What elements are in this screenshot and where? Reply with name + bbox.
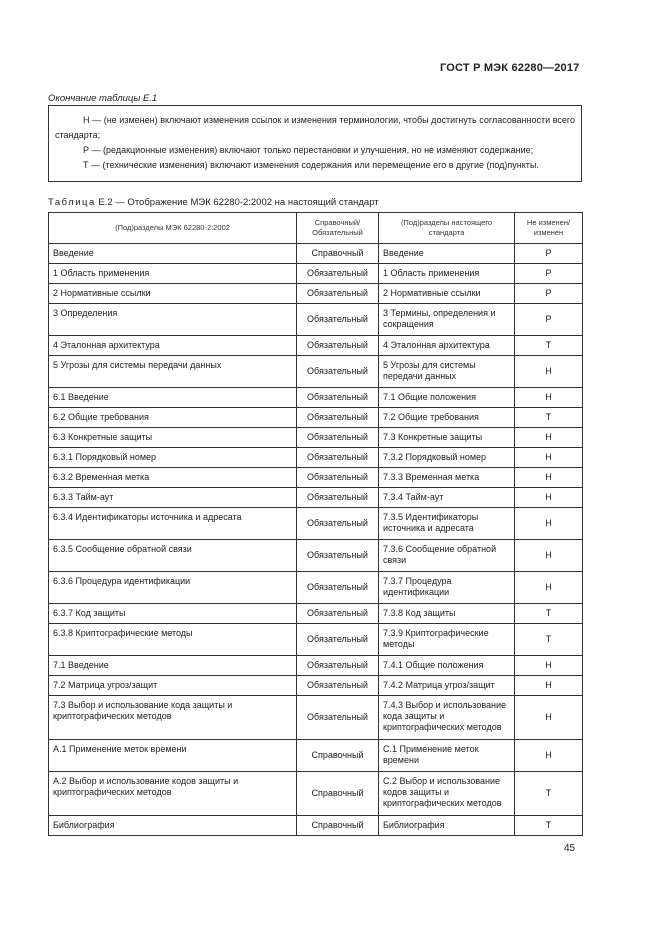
change-code-cell: Н <box>515 696 583 740</box>
status-cell: Обязательный <box>297 468 379 488</box>
source-section-cell: 6.3.6 Процедура идентификации <box>49 572 297 604</box>
status-cell: Обязательный <box>297 572 379 604</box>
change-code-cell: Т <box>515 624 583 656</box>
notes-box <box>48 105 582 182</box>
change-code-cell: Т <box>515 772 583 816</box>
change-code-cell: Н <box>515 676 583 696</box>
change-code-cell: Н <box>515 428 583 448</box>
target-section-cell: 7.4.3 Выбор и использование кода защиты и криптографических методов <box>379 696 515 740</box>
column-header: (Под)разделы МЭК 62280-2:2002 <box>49 213 297 244</box>
status-cell: Обязательный <box>297 448 379 468</box>
target-section-cell: 7.3.6 Сообщение обратной связи <box>379 540 515 572</box>
table-title-prefix: Таблица <box>48 197 96 208</box>
table-row <box>49 284 583 304</box>
source-section-cell: 7.1 Введение <box>49 656 297 676</box>
source-section-cell: 5 Угрозы для системы передачи данных <box>49 356 297 388</box>
source-section-cell: 6.3.8 Криптографические методы <box>49 624 297 656</box>
status-cell: Справочный <box>297 740 379 772</box>
table-row <box>49 540 583 572</box>
source-section-cell: 1 Область применения <box>49 264 297 284</box>
change-code-cell: Н <box>515 572 583 604</box>
change-code-cell: Р <box>515 304 583 336</box>
table-row <box>49 696 583 740</box>
change-code-cell: Н <box>515 508 583 540</box>
change-code-cell: Р <box>515 284 583 304</box>
column-header: (Под)разделы настоящего стандарта <box>379 213 515 244</box>
table-header-row <box>49 213 583 244</box>
source-section-cell: 6.3.1 Порядковый номер <box>49 448 297 468</box>
table-row <box>49 656 583 676</box>
source-section-cell: 6.2 Общие требования <box>49 408 297 428</box>
target-section-cell: 7.3.8 Код защиты <box>379 604 515 624</box>
table-row <box>49 428 583 448</box>
table-row <box>49 816 583 836</box>
table-title-text: Е.2 — Отображение МЭК 62280-2:2002 на настоящий стандарт <box>95 197 379 208</box>
continuation-title: Окончание таблицы Е.1 <box>48 93 158 104</box>
status-cell: Справочный <box>297 816 379 836</box>
source-section-cell: 6.3.5 Сообщение обратной связи <box>49 540 297 572</box>
target-section-cell: 3 Термины, определения и сокращения <box>379 304 515 336</box>
target-section-cell: Библиография <box>379 816 515 836</box>
status-cell: Обязательный <box>297 604 379 624</box>
source-section-cell: 6.3.3 Тайм-аут <box>49 488 297 508</box>
source-section-cell: 3 Определения <box>49 304 297 336</box>
status-cell: Обязательный <box>297 540 379 572</box>
target-section-cell: С.1 Применение меток времени <box>379 740 515 772</box>
table-row <box>49 264 583 284</box>
table-row <box>49 676 583 696</box>
status-cell: Обязательный <box>297 408 379 428</box>
target-section-cell: 7.2 Общие требования <box>379 408 515 428</box>
source-section-cell: 6.3.7 Код защиты <box>49 604 297 624</box>
status-cell: Обязательный <box>297 264 379 284</box>
target-section-cell: 5 Угрозы для системы передачи данных <box>379 356 515 388</box>
target-section-cell: 7.3.4 Тайм-аут <box>379 488 515 508</box>
status-cell: Обязательный <box>297 356 379 388</box>
target-section-cell: Введение <box>379 244 515 264</box>
table-row <box>49 508 583 540</box>
status-cell: Обязательный <box>297 676 379 696</box>
table-row <box>49 624 583 656</box>
target-section-cell: 7.4.2 Матрица угроз/защит <box>379 676 515 696</box>
note-item: Т — (технические изменения) включают изменения содержания или перемещение его в другие (под)пункты. <box>83 160 539 170</box>
table-body <box>49 244 583 836</box>
source-section-cell: 6.3.4 Идентификаторы источника и адресата <box>49 508 297 540</box>
source-section-cell: А.2 Выбор и использование кодов защиты и криптографических методов <box>49 772 297 816</box>
target-section-cell: 7.1 Общие положения <box>379 388 515 408</box>
table-row <box>49 244 583 264</box>
source-section-cell: 2 Нормативные ссылки <box>49 284 297 304</box>
source-section-cell: Библиография <box>49 816 297 836</box>
target-section-cell: 7.3.9 Криптографические методы <box>379 624 515 656</box>
mapping-table <box>48 212 583 836</box>
change-code-cell: Н <box>515 356 583 388</box>
change-code-cell: Н <box>515 540 583 572</box>
source-section-cell: 6.1 Введение <box>49 388 297 408</box>
target-section-cell: 1 Область применения <box>379 264 515 284</box>
table-row <box>49 572 583 604</box>
status-cell: Обязательный <box>297 696 379 740</box>
status-cell: Справочный <box>297 772 379 816</box>
change-code-cell: Р <box>515 264 583 284</box>
status-cell: Справочный <box>297 244 379 264</box>
note-item: Н — (не изменен) включают изменения ссылок и изменения терминологии, чтобы достигнуть согласованности всего стандарта; <box>55 115 575 140</box>
change-code-cell: Р <box>515 244 583 264</box>
change-code-cell: Н <box>515 388 583 408</box>
target-section-cell: 7.3.5 Идентификаторы источника и адресата <box>379 508 515 540</box>
table-row <box>49 468 583 488</box>
table-row <box>49 304 583 336</box>
source-section-cell: 6.3.2 Временная метка <box>49 468 297 488</box>
change-code-cell: Н <box>515 740 583 772</box>
table-row <box>49 772 583 816</box>
change-code-cell: Н <box>515 468 583 488</box>
source-section-cell: 6.3 Конкретные защиты <box>49 428 297 448</box>
change-code-cell: Н <box>515 488 583 508</box>
target-section-cell: 7.3 Конкретные защиты <box>379 428 515 448</box>
table-row <box>49 408 583 428</box>
status-cell: Обязательный <box>297 428 379 448</box>
source-section-cell: 7.2 Матрица угроз/защит <box>49 676 297 696</box>
source-section-cell: А.1 Применение меток времени <box>49 740 297 772</box>
target-section-cell: С.2 Выбор и использование кодов защиты и криптографических методов <box>379 772 515 816</box>
status-cell: Обязательный <box>297 388 379 408</box>
target-section-cell: 7.3.7 Процедура идентификации <box>379 572 515 604</box>
status-cell: Обязательный <box>297 284 379 304</box>
table-row <box>49 488 583 508</box>
change-code-cell: Т <box>515 408 583 428</box>
status-cell: Обязательный <box>297 488 379 508</box>
source-section-cell: Введение <box>49 244 297 264</box>
status-cell: Обязательный <box>297 656 379 676</box>
table-row <box>49 604 583 624</box>
column-header: Справочный/ Обязательный <box>297 213 379 244</box>
change-code-cell: Н <box>515 448 583 468</box>
target-section-cell: 2 Нормативные ссылки <box>379 284 515 304</box>
source-section-cell: 7.3 Выбор и использование кода защиты и криптографических методов <box>49 696 297 740</box>
status-cell: Обязательный <box>297 624 379 656</box>
note-item: Р — (редакционные изменения) включают только перестановки и улучшения, но не изменяют содержание; <box>83 145 534 155</box>
change-code-cell: Т <box>515 816 583 836</box>
status-cell: Обязательный <box>297 336 379 356</box>
status-cell: Обязательный <box>297 304 379 336</box>
change-code-cell: Т <box>515 604 583 624</box>
standard-designation: ГОСТ Р МЭК 62280—2017 <box>440 62 580 74</box>
table-row <box>49 448 583 468</box>
table-row <box>49 388 583 408</box>
change-code-cell: Т <box>515 336 583 356</box>
change-code-cell: Н <box>515 656 583 676</box>
target-section-cell: 7.3.2 Порядковый номер <box>379 448 515 468</box>
page-number: 45 <box>564 843 576 854</box>
target-section-cell: 4 Эталонная архитектура <box>379 336 515 356</box>
target-section-cell: 7.3.3 Временная метка <box>379 468 515 488</box>
table-row <box>49 336 583 356</box>
column-header: Не изменен/ изменен <box>515 213 583 244</box>
table-title <box>48 197 379 208</box>
status-cell: Обязательный <box>297 508 379 540</box>
source-section-cell: 4 Эталонная архитектура <box>49 336 297 356</box>
table-row <box>49 356 583 388</box>
target-section-cell: 7.4.1 Общие положения <box>379 656 515 676</box>
table-row <box>49 740 583 772</box>
